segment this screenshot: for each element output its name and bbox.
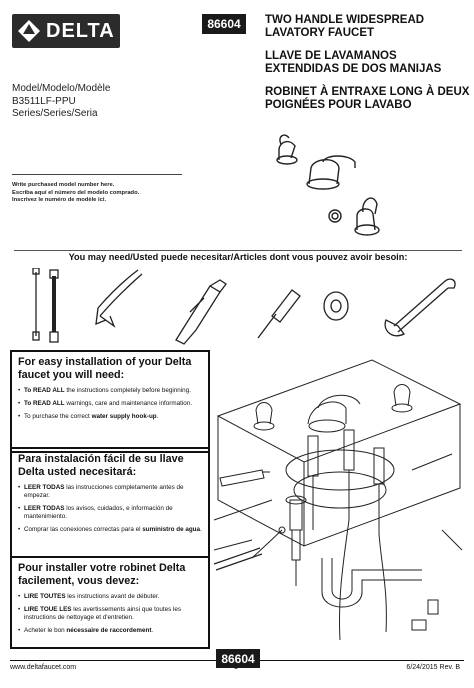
silicone-tube-icon (220, 470, 270, 486)
french-requirements-box (10, 556, 210, 649)
model-info (12, 83, 110, 121)
page-number: 1 (234, 664, 238, 671)
revision-date: 6/24/2015 Rev. B (406, 664, 460, 671)
french-heading: Pour installer votre robinet Delta facilement, vous devez: (18, 562, 186, 587)
model-number-badge: 86604 (202, 14, 246, 34)
model-note-en: Write purchased model number here. (12, 182, 115, 188)
delta-logo (12, 14, 120, 48)
wrench-icon (214, 548, 262, 570)
title-french: ROBINET À ENTRAXE LONG À DEUX POIGNÉES POUR LAVABO (265, 86, 470, 111)
french-item-3: • Acheter le bon nécessaire de raccordement. (18, 627, 203, 635)
model-write-line (12, 174, 182, 175)
spanish-requirements-box (10, 447, 210, 558)
product-titles (265, 14, 470, 122)
sealant-tube-icon (176, 280, 226, 344)
french-item-1: • LIRE TOUTES les instructions avant de débuter. (18, 593, 203, 601)
english-item-2: • To READ ALL warnings, care and maintenance information. (18, 400, 203, 408)
delta-diamond-icon (16, 18, 42, 44)
english-heading: For easy installation of your Delta faucet you will need: (18, 356, 192, 381)
english-requirements-box (10, 350, 210, 453)
series-label: Series/Series/Seria (12, 108, 98, 119)
supply-lines-icon (33, 268, 58, 342)
tools-row (14, 268, 462, 348)
pliers-icon (96, 270, 142, 326)
model-note-es: Escriba aquí el número del modelo comprado. (12, 189, 140, 196)
model-note-fr: Inscrivez le numéro de modèle ici. (12, 197, 107, 203)
thread-tape-icon (324, 292, 348, 320)
spanish-heading: Para instalación fácil de su llave Delta usted necesitará: (18, 453, 184, 478)
spanish-item-3: • Comprar las conexiones correctas para el suministro de agua. (18, 526, 203, 534)
model-label: Model/Modelo/Modèle (12, 83, 111, 94)
screwdriver-icon (258, 290, 300, 338)
title-spanish: LLAVE DE LAVAMANOS EXTENDIDAS DE DOS MANIJAS (265, 50, 442, 75)
exploded-installation-diagram (212, 350, 466, 646)
tools-divider (14, 250, 462, 251)
brand-name: DELTA (46, 19, 115, 42)
spanish-item-1: • LEER TODAS las instrucciones completamente antes de empezar. (18, 484, 203, 500)
model-code: B3511LF-PPU (12, 95, 76, 107)
faucet-illustration (265, 132, 395, 244)
footer-model-badge: 86604 (216, 649, 260, 668)
title-english: TWO HANDLE WIDESPREAD LAVATORY FAUCET (265, 14, 425, 39)
english-item-1: • To READ ALL the instructions completely before beginning. (18, 387, 203, 395)
adjustable-wrench-icon (385, 279, 455, 336)
model-note (12, 182, 139, 205)
footer-url[interactable]: www.deltafaucet.com (10, 664, 77, 671)
french-item-2: • LIRE TOUE LES les avertissements ainsi que toutes les instructions de nettoyage et d'entretien. (18, 606, 203, 622)
tools-heading: You may need/Usted puede necesitar/Articles dont vous pouvez avoir besoin: (68, 252, 408, 262)
spanish-item-2: • LEER TODAS los avisos, cuidados, e información de mantenimiento. (18, 505, 203, 521)
english-item-3: • To purchase the correct water supply hook-up. (18, 413, 203, 421)
